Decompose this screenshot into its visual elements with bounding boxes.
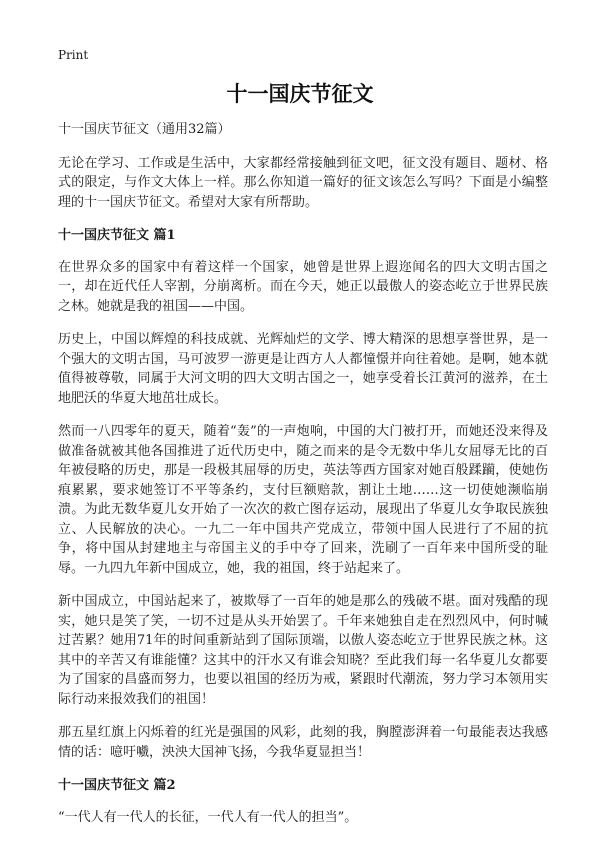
- section-1: [58, 226, 548, 762]
- paragraph: “一代人有一代人的长征，一代人有一代人的担当”。: [58, 809, 358, 825]
- section-heading: 十一国庆节征文 篇1: [58, 228, 176, 243]
- section-2: [58, 776, 548, 827]
- paragraph: 新中国成立，中国站起来了，被欺辱了一百年的她是那么的残破不堪。面对残酷的现实，她只是笑了笑，一切不过是从头开始罢了。千年来她独自走在烈烈风中，何时喊过苦累？她用71年的时间重新站到了国际顶端，以傲人姿态屹立于世界民族之林。这其中的辛苦又有谁能懂？这其中的汗水又有谁会知晓？至此我们每一名华夏儿女都要为了国家的昌盛而努力，也要以祖国的经历为戒，紧跟时代潮流，努力学习本领用实际行动来报效我们的祖国！: [58, 594, 548, 707]
- document-subtitle: 十一国庆节征文（通用32篇）: [58, 122, 231, 137]
- page-title: 十一国庆节征文: [226, 81, 374, 106]
- print-label: Print: [58, 48, 89, 62]
- section-heading: 十一国庆节征文 篇2: [58, 778, 176, 793]
- paragraph: 那五星红旗上闪烁着的红光是强国的风彩，此刻的我，胸膛澎湃着一句最能表达我感情的话：噫吁嚱，泱泱大国神飞扬，今我华夏显担当！: [58, 725, 548, 760]
- intro-paragraph: 无论在学习、工作或是生活中，大家都经常接触到征文吧，征文没有题目、题材、格式的限定，与作文大体上一样。那么你知道一篇好的征文该怎么写吗？下面是小编整理的十一国庆节征文。希望对大家有所帮助。: [58, 155, 548, 210]
- paragraph: 历史上，中国以辉煌的科技成就、光辉灿烂的文学、博大精深的思想享誉世界，是一个强大的文明古国，马可波罗一游更是让西方人人都憧憬并向往着她。是啊，她本就值得被尊敬，同属于大河文明的四大文明古国之一，她享受着长江黄河的滋养，在土地肥沃的华夏大地茁壮成长。: [58, 332, 548, 406]
- paragraph: 然而一八四零年的夏天，随着“轰”的一声炮响，中国的大门被打开，而她还没来得及做准备就被其他各国推进了近代历史中，随之而来的是令无数中华儿女屈辱无比的百年被侵略的历史，那是一段极其屈辱的历史，英法等西方国家对她百般蹂躏，使她伤痕累累，要求她签订不平等条约，支付巨额赔款，割让土地……这一切使她濒临崩溃。为此无数华夏儿女开始了一次次的救亡图存运动，展现出了华夏儿女争取民族独立、人民解放的决心。一九二一年中国共产党成立，带领中国人民进行了不屈的抗争，将中国从封建地主与帝国主义的手中夺了回来，洗刷了一百年来中国所受的耻辱。一九四九年新中国成立，她，我的祖国，终于站起来了。: [58, 424, 548, 576]
- paragraph: 在世界众多的国家中有着这样一个国家，她曾是世界上遐迩闻名的四大文明古国之一，却在近代任人宰割，分崩离析。而在今天，她正以最傲人的姿态屹立于世界民族之林。她就是我的祖国——中国。: [58, 259, 548, 314]
- document-body: [58, 120, 548, 841]
